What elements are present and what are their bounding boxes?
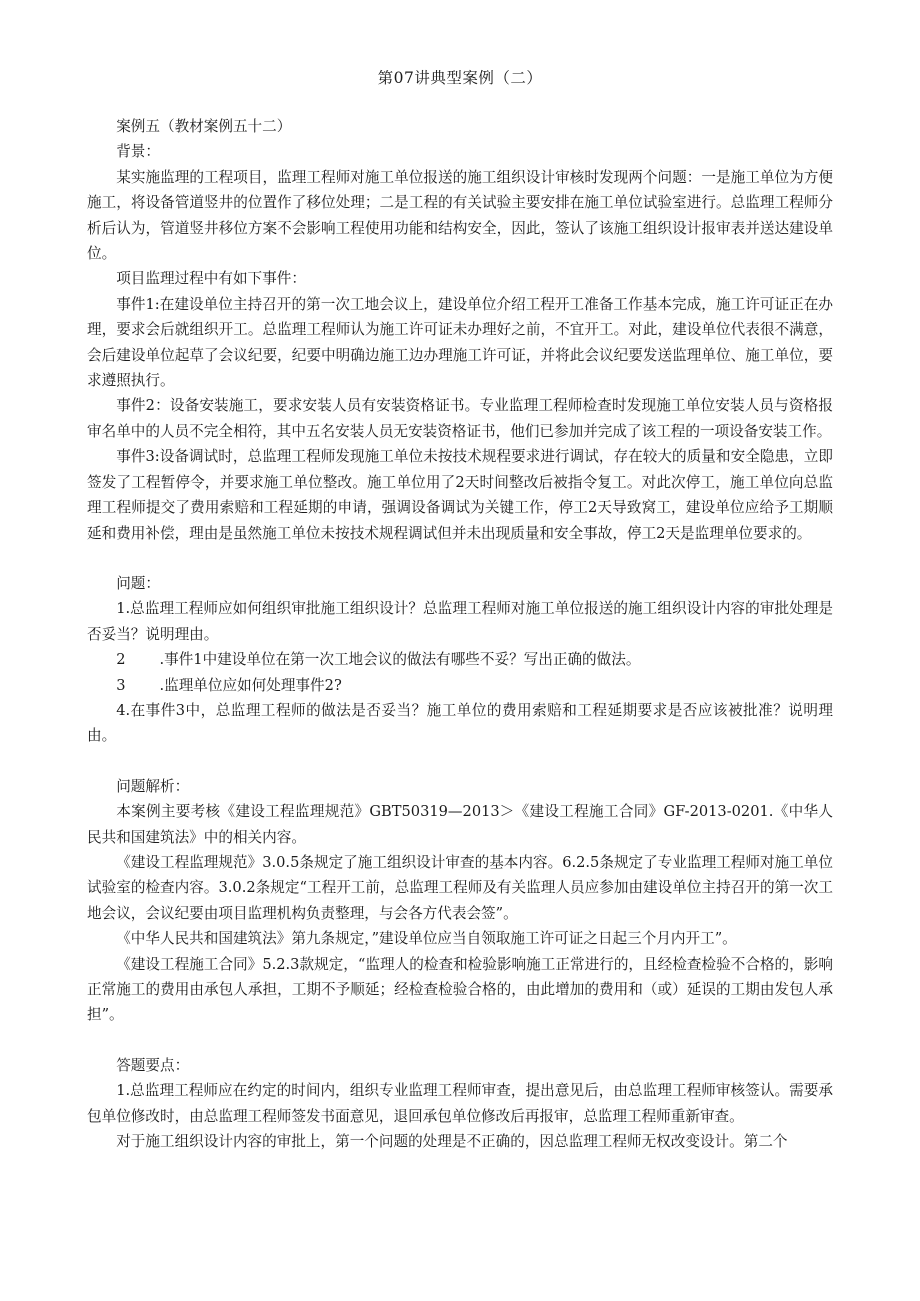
events-intro: 项目监理过程中有如下事件： — [116, 270, 306, 288]
question-text: .监理单位应如何处理事件2? — [159, 676, 342, 694]
document-body — [87, 114, 833, 1154]
event-1-paragraph: 事件1:在建设单位主持召开的第一次工地会议上，建设单位介绍工程开工准备工作基本完成，施工许可证正在办理，要求会后就组织开工。总监理工程师认为施工许可证未办理好之前，不宜开工。对此，建设单位代表很不满意，会后建设单位起草了会议纪要，纪要中明确边施工边办理施工许可证，并将此会议纪要发送监理单位、施工单位，要求遵照执行。 — [87, 295, 833, 390]
analysis-label: 问题解析： — [116, 777, 190, 795]
event-3-paragraph: 事件3:设备调试时，总监理工程师发现施工单位未按技术规程要求进行调试，存在较大的质量和安全隐患，立即签发了工程暂停令，并要求施工单位整改。施工单位用了2天时间整改后被指令复工。对此次停工，施工单位向总监理工程师提交了费用索赔和工程延期的申请，强调设备调试为关键工作，停工2天导致窝工，建设单位应给予工期顺延和费用补偿，理由是虽然施工单位未按技术规程调试但并未出现质量和安全事故，停工2天是监理单位要求的。 — [87, 448, 833, 542]
spacer — [87, 546, 833, 571]
analysis-paragraph: 本案例主要考核《建设工程监理规范》GBT50319—2013＞《建设工程施工合同》GF-2013-0201.《中华人民共和国建筑法》中的相关内容。 — [87, 803, 833, 846]
answer-label: 答题要点： — [116, 1056, 190, 1074]
spacer — [87, 1028, 833, 1053]
background-paragraph: 某实施监理的工程项目，监理工程师对施工单位报送的施工组织设计审核时发现两个问题：一是施工单位为方便施工，将设备管道竖井的位置作了移位处理；二是工程的有关试验主要安排在施工单位试验室进行。总监理工程师分析后认为，管道竖井移位方案不会影响工程使用功能和结构安全，因此，签认了该施工组织设计报审表并送达建设单位。 — [87, 168, 833, 263]
answer-number: 1 — [116, 1082, 126, 1100]
case-heading: 案例五（教材案例五十二） — [116, 118, 292, 135]
question-item — [87, 647, 833, 672]
page-title: 第07讲典型案例（二） — [377, 69, 543, 87]
question-number: 3 — [116, 676, 126, 694]
question-number: 1 — [116, 600, 126, 618]
analysis-paragraph: 《建设工程监理规范》3.0.5条规定了施工组织设计审查的基本内容。6.2.5条规定了专业监理工程师对施工单位试验室的检查内容。3.0.2条规定“工程开工前，总监理工程师及有关监理人员应参加由建设单位主持召开的第一次工地会议，会议纪要由项目监理机构负责整理，与会各方代表会签”。 — [87, 853, 833, 922]
question-item — [87, 698, 833, 749]
background-label: 背景： — [116, 143, 160, 161]
answer-text: .总监理工程师应在约定的时间内，组织专业监理工程师审查，提出意见后，由总监理工程师审核签认。需要承包单位修改时，由总监理工程师签发书面意见，退回承包单位修改后再报审，总监理工程师重新审查。 — [87, 1082, 833, 1125]
questions-label: 问题： — [116, 574, 160, 592]
question-text: .事件1中建设单位在第一次工地会议的做法有哪些不妥？写出正确的做法。 — [159, 651, 641, 669]
spacer — [87, 749, 833, 774]
question-item — [87, 673, 833, 698]
question-text: .在事件3中，总监理工程师的做法是否妥当？施工单位的费用索赔和工程延期要求是否应该被批准？说明理由。 — [87, 701, 833, 745]
question-number: 2 — [116, 651, 126, 669]
answer-item — [87, 1129, 833, 1154]
answer-text: 对于施工组织设计内容的审批上，第一个问题的处理是不正确的，因总监理工程师无权改变设计。第二个 — [116, 1133, 788, 1151]
question-text: .总监理工程师应如何组织审批施工组织设计？总监理工程师对施工单位报送的施工组织设计内容的审批处理是否妥当？说明理由。 — [87, 600, 833, 643]
analysis-paragraph: 《中华人民共和国建筑法》第九条规定，”建设单位应当自领取施工许可证之日起三个月内开工”。 — [116, 930, 737, 948]
question-item — [87, 596, 833, 647]
event-2-paragraph: 事件2：设备安装施工，要求安装人员有安装资格证书。专业监理工程师检查时发现施工单位安装人员与资格报审名单中的人员不完全相符，其中五名安装人员无安装资格证书，他们已参加并完成了该工程的一项设备安装工作。 — [87, 397, 833, 440]
analysis-paragraph: 《建设工程施工合同》5.2.3款规定，“监理人的检查和检验影响施工正常进行的，且经检查检验不合格的，影响正常施工的费用由承包人承担，工期不予顺延；经检查检验合格的，由此增加的费用和（或）延误的工期由发包人承担”。 — [87, 955, 833, 1024]
answer-item — [87, 1078, 833, 1129]
question-number: 4 — [116, 701, 126, 719]
